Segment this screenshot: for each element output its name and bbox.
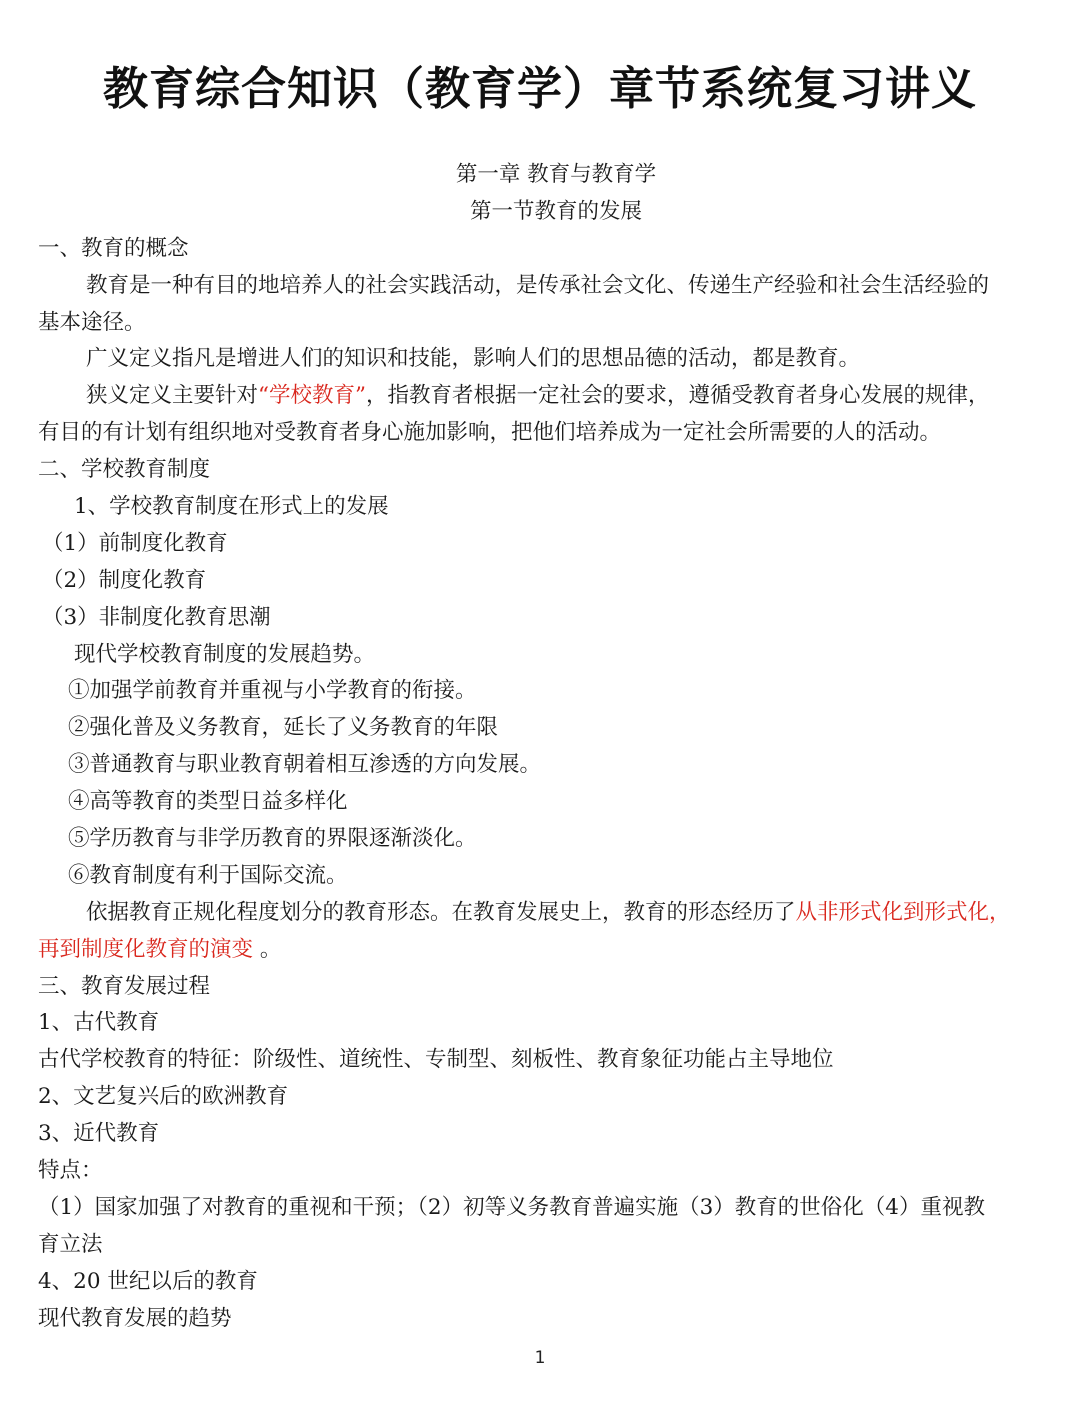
paragraph-definition-line1: 教育是一种有目的地培养人的社会实践活动，是传承社会文化、传递生产经验和社会生活经验的 xyxy=(86,272,990,298)
features-label: 特点： xyxy=(38,1158,103,1184)
list-item: （2）制度化教育 xyxy=(42,567,207,593)
trend-item: ⑤学历教育与非学历教育的界限逐渐淡化。 xyxy=(68,826,477,852)
trend-item: ④高等教育的类型日益多样化 xyxy=(68,789,348,815)
narrow-definition-pre: 狭义定义主要针对 xyxy=(86,383,259,409)
section-heading: 第一节教育的发展 xyxy=(469,198,642,224)
education-form-pre: 依据教育正规化程度划分的教育形态。在教育发展史上，教育的形态经历了 xyxy=(86,899,796,925)
subheading-form-development: 1、学校教育制度在形式上的发展 xyxy=(74,494,389,520)
features-line2: 育立法 xyxy=(38,1231,103,1257)
subheading-20th-century: 4、20 世纪以后的教育 xyxy=(38,1268,258,1294)
ancient-features: 古代学校教育的特征：阶级性、道统性、专制型、刻板性、教育象征功能占主导地位 xyxy=(38,1047,834,1073)
narrow-definition-post: ，指教育者根据一定社会的要求，遵循受教育者身心发展的规律， xyxy=(366,383,990,409)
education-form-post: 。 xyxy=(253,936,282,962)
education-form-highlight-1: 从非形式化到形式化， xyxy=(795,899,1011,925)
paragraph-definition-line2: 基本途径。 xyxy=(38,309,146,335)
page-number: 1 xyxy=(534,1348,546,1368)
features-line1: （1）国家加强了对教育的重视和干预；（2）初等义务教育普遍实施（3）教育的世俗化（4）重视教 xyxy=(38,1194,985,1220)
heading-concept: 一、教育的概念 xyxy=(38,235,189,261)
trend-intro: 现代学校教育制度的发展趋势。 xyxy=(74,641,376,667)
education-form-highlight-2: 再到制度化教育的演变 xyxy=(38,936,254,962)
paragraph-narrow-definition-line1 xyxy=(38,378,1074,415)
paragraph-broad-definition: 广义定义指凡是增进人们的知识和技能，影响人们的思想品德的活动，都是教育。 xyxy=(86,346,861,372)
list-item: （1）前制度化教育 xyxy=(42,530,228,556)
subheading-ancient: 1、古代教育 xyxy=(38,1010,160,1036)
chapter-heading: 第一章 教育与教育学 xyxy=(455,162,657,187)
trend-item: ①加强学前教育并重视与小学教育的衔接。 xyxy=(68,678,477,704)
list-item: （3）非制度化教育思潮 xyxy=(42,604,271,630)
modern-trend: 现代教育发展的趋势 xyxy=(38,1305,232,1331)
heading-school-system: 二、学校教育制度 xyxy=(38,457,211,483)
trend-item: ②强化普及义务教育，延长了义务教育的年限 xyxy=(68,715,499,741)
document-body xyxy=(38,157,1074,1338)
heading-development-process: 三、教育发展过程 xyxy=(38,973,211,999)
school-education-highlight: “学校教育” xyxy=(258,383,366,409)
trend-item: ⑥教育制度有利于国际交流。 xyxy=(68,862,348,888)
trend-item: ③普通教育与职业教育朝着相互渗透的方向发展。 xyxy=(68,752,542,778)
subheading-renaissance: 2、文艺复兴后的欧洲教育 xyxy=(38,1084,289,1110)
subheading-modern: 3、近代教育 xyxy=(38,1121,160,1147)
document-title: 教育综合知识（教育学）章节系统复习讲义 xyxy=(102,62,977,115)
paragraph-narrow-definition-line2: 有目的有计划有组织地对受教育者身心施加影响，把他们培养成为一定社会所需要的人的活动。 xyxy=(38,420,942,446)
paragraph-education-form-line2 xyxy=(38,932,1074,969)
paragraph-education-form-line1 xyxy=(38,895,1074,932)
